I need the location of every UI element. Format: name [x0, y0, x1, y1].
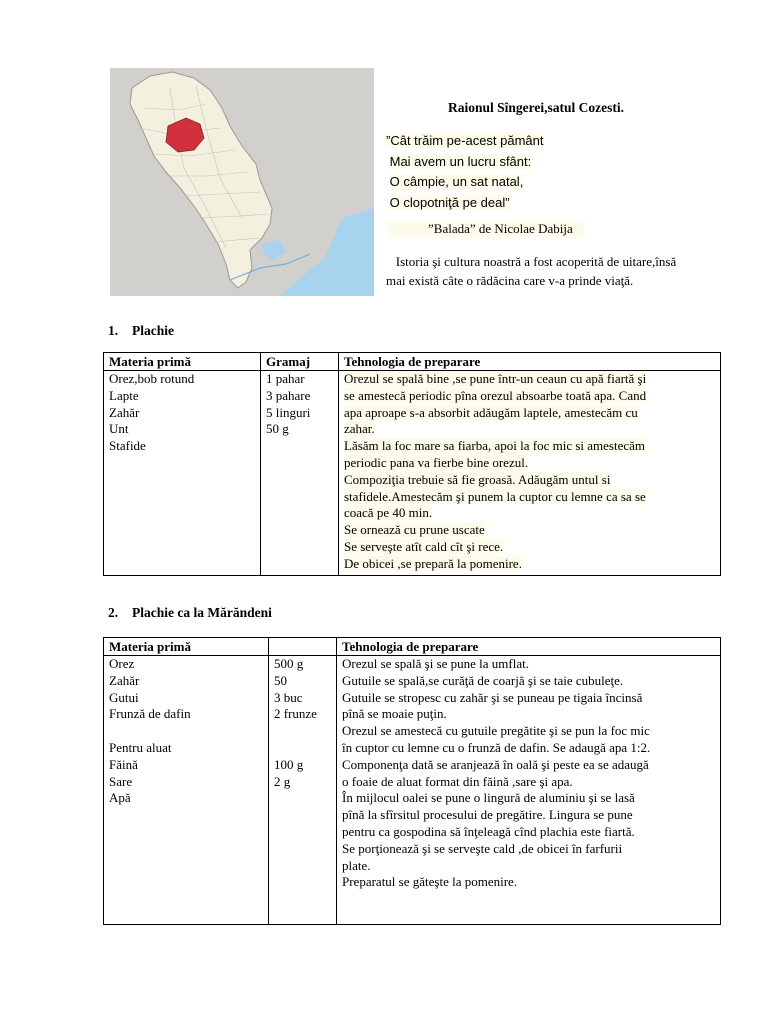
table-row [104, 371, 721, 576]
page-title: Raionul Sîngerei,satul Cozesti. [448, 100, 625, 115]
ingredients-cell: Orez Zahăr Gutui Frunză de dafin Pentru aluat Făină Sare Apă [104, 656, 269, 925]
ingredients-cell: Orez,bob rotund Lapte Zahăr Unt Stafide [104, 371, 261, 576]
map-graphic [110, 68, 374, 296]
moldova-map [110, 68, 374, 296]
header-cell: Materia primă [104, 353, 261, 371]
poem-line: O câmpie, un sat natal, [389, 174, 524, 189]
header-cell: Tehnologia de preparare [337, 638, 721, 656]
recipe-heading: 1. Plachie [108, 323, 174, 338]
header-cell: Materia primă [104, 638, 269, 656]
recipe-table [103, 352, 721, 576]
header-cell [269, 638, 337, 656]
poem-line: O clopotniţă pe deal” [389, 194, 510, 210]
intro-paragraph: Istoria şi cultura noastră a fost acoperită de uitare,însă mai există câte o rădăcina care v-a prinde viaţă. [386, 254, 677, 288]
table-header-row [104, 353, 721, 371]
technology-cell: Orezul se spală şi se pune la umflat. Gutuile se spală,se curăţă de coarjă şi se taie cubuleţe. Gutuile se stropesc cu zahăr şi se puneau pe tigaia încinsă pînă se moaie puţin. Orezul se amestecă cu gutuile pregătite şi se pun la foc mic în cuptor cu lemne cu o frunză de dafin. Se adaugă apa 1:2. Componenţa dată se aranjează în oală şi peste ea se adaugă o foaie de aluat format din făină ,sare şi apa. În mijlocul oalei se pune o lingură de aluminiu şi se lasă pînă la sfîrsitul procesului de pregătire. Lingura se pune pentru ca gospodina să înţeleagă cînd plachia este fiartă. Se porţionează şi se serveşte cald ,de obicei în farfurii plate. Preparatul se găteşte la pomenire. [337, 656, 721, 925]
amounts-cell: 500 g 50 3 buc 2 frunze 100 g 2 g [269, 656, 337, 925]
table-header-row [104, 638, 721, 656]
poem-attribution: ”Balada” de Nicolae Dabija [388, 221, 584, 237]
recipe-heading: 2. Plachie ca la Mărăndeni [108, 605, 272, 620]
header-cell: Tehnologia de preparare [339, 353, 721, 371]
table-row [104, 656, 721, 925]
amounts-cell: 1 pahar 3 pahare 5 linguri 50 g [261, 371, 339, 576]
recipe-table [103, 637, 721, 925]
poem-line: Mai avem un lucru sfânt: [389, 153, 532, 169]
poem-line: ”Cât trăim pe-acest pământ [386, 133, 544, 148]
poem [386, 131, 544, 213]
header-cell: Gramaj [261, 353, 339, 371]
technology-cell: Orezul se spală bine ,se pune într-un ceaun cu apă fiartă şi se amestecă periodic pîna orezul absoarbe toată apa. Cand apa aproape s-a absorbit adăugăm laptele, amestecăm cu zahar. Lăsăm la foc mare sa fiarba, apoi la foc mic si amestecăm periodic pana va fierbe bine orezul. Compoziţia trebuie să fie groasă. Adăugăm untul si stafidele.Amestecăm şi punem la cuptor cu lemne ca sa se coacă pe 40 min. Se ornează cu prune uscate Se serveşte atît cald cît şi rece. De obicei ,se prepară la pomenire. [339, 371, 721, 576]
